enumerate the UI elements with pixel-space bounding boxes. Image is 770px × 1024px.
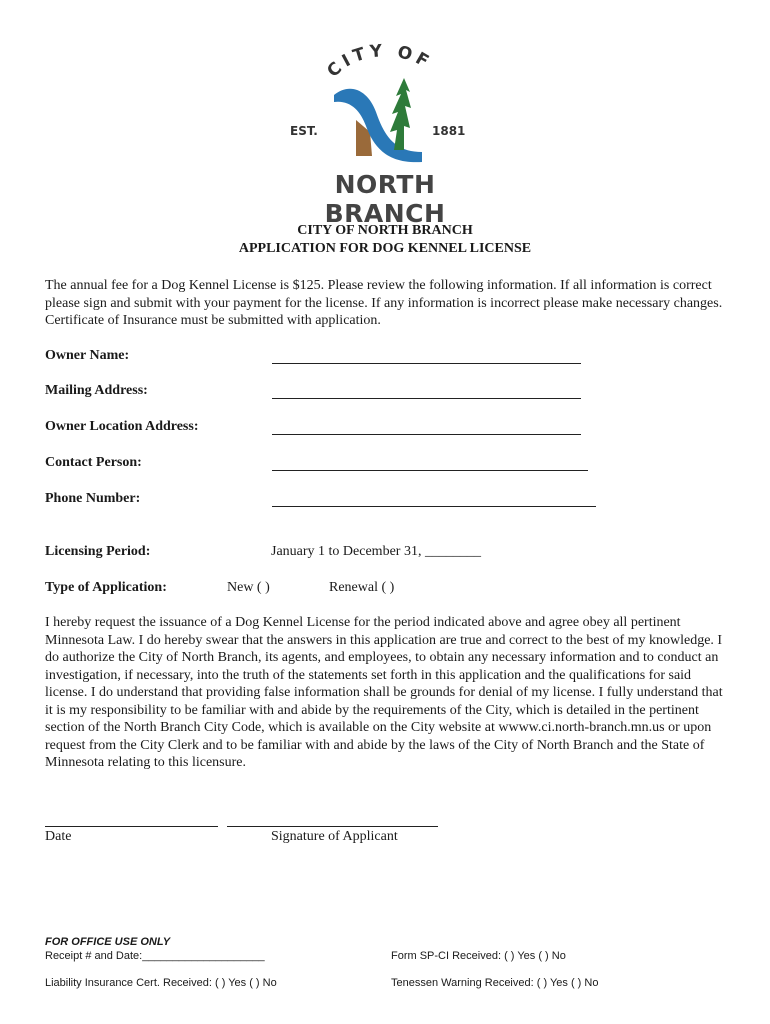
owner-location-address-field[interactable] — [272, 434, 581, 435]
phone-number-field[interactable] — [272, 506, 596, 507]
date-signature-line[interactable] — [45, 826, 218, 827]
logo-est-text: EST. — [290, 124, 318, 138]
signature-label: Signature of Applicant — [271, 829, 398, 844]
contact-person-field[interactable] — [272, 470, 588, 471]
owner-name-field[interactable] — [272, 363, 581, 364]
mailing-address-field[interactable] — [272, 398, 581, 399]
declaration-paragraph: I hereby request the issuance of a Dog Kennel License for the period indicated above and agree obey all pertinent Minnesota Law. I do hereby swear that the answers in this application are true and correct to the best of my knowledge. I do authorize the City of North Branch, its agents, and employees, to obtain any necessary information and to conduct an investigation, if necessary, into the truth of the statements set forth in this application and the qualifications for said license. I do understand that providing false information shall be grounds for denial of my license. I fully understand that it is my responsibility to be familiar with and abide by the requirements of the City, which is detailed in the pertinent section of the North Branch City Code, which is available on the City website at wwww.ci.north-branch.mn.us or upon request from the City Clerk and to be familiar with and abide by the laws of the City of North Branch and the State of Minnesota relating to this licensure. — [45, 615, 723, 770]
receipt-field[interactable]: Receipt # and Date:____________________ — [45, 950, 265, 962]
applicant-signature-line[interactable] — [227, 826, 438, 827]
licensing-period-label: Licensing Period: — [45, 544, 151, 559]
city-logo-graphic — [270, 40, 500, 170]
logo-year-text: 1881 — [432, 124, 466, 138]
application-renewal-checkbox[interactable]: Renewal ( ) — [329, 580, 395, 595]
logo-tree-shape — [390, 78, 411, 150]
owner-location-address-label: Owner Location Address: — [45, 419, 199, 434]
office-use-heading: FOR OFFICE USE ONLY — [45, 936, 171, 948]
phone-number-label: Phone Number: — [45, 491, 141, 506]
doc-title-line1: CITY OF NORTH BRANCH — [297, 223, 473, 238]
liability-insurance-field[interactable]: Liability Insurance Cert. Received: ( ) Yes ( ) No — [45, 977, 277, 989]
application-type-label: Type of Application: — [45, 580, 167, 595]
tenessen-warning-field[interactable]: Tenessen Warning Received: ( ) Yes ( ) No — [391, 977, 599, 989]
city-logo — [270, 40, 500, 228]
logo-city-name: NORTH BRANCH — [324, 170, 446, 228]
date-label: Date — [45, 829, 72, 844]
application-new-checkbox[interactable]: New ( ) — [227, 580, 270, 595]
contact-person-label: Contact Person: — [45, 455, 142, 470]
owner-name-label: Owner Name: — [45, 348, 130, 363]
licensing-period-value[interactable]: January 1 to December 31, ________ — [271, 544, 481, 559]
intro-paragraph: The annual fee for a Dog Kennel License is $125. Please review the following information. If all information is correct please sign and submit with your payment for the license. If any information is incorrect please make necessary changes. Certificate of Insurance must be submitted with application. — [45, 278, 723, 328]
logo-arc-text: CITY OF — [323, 40, 436, 82]
mailing-address-label: Mailing Address: — [45, 383, 148, 398]
doc-title-line2: APPLICATION FOR DOG KENNEL LICENSE — [238, 241, 532, 256]
form-sp-ci-field[interactable]: Form SP-CI Received: ( ) Yes ( ) No — [391, 950, 566, 962]
